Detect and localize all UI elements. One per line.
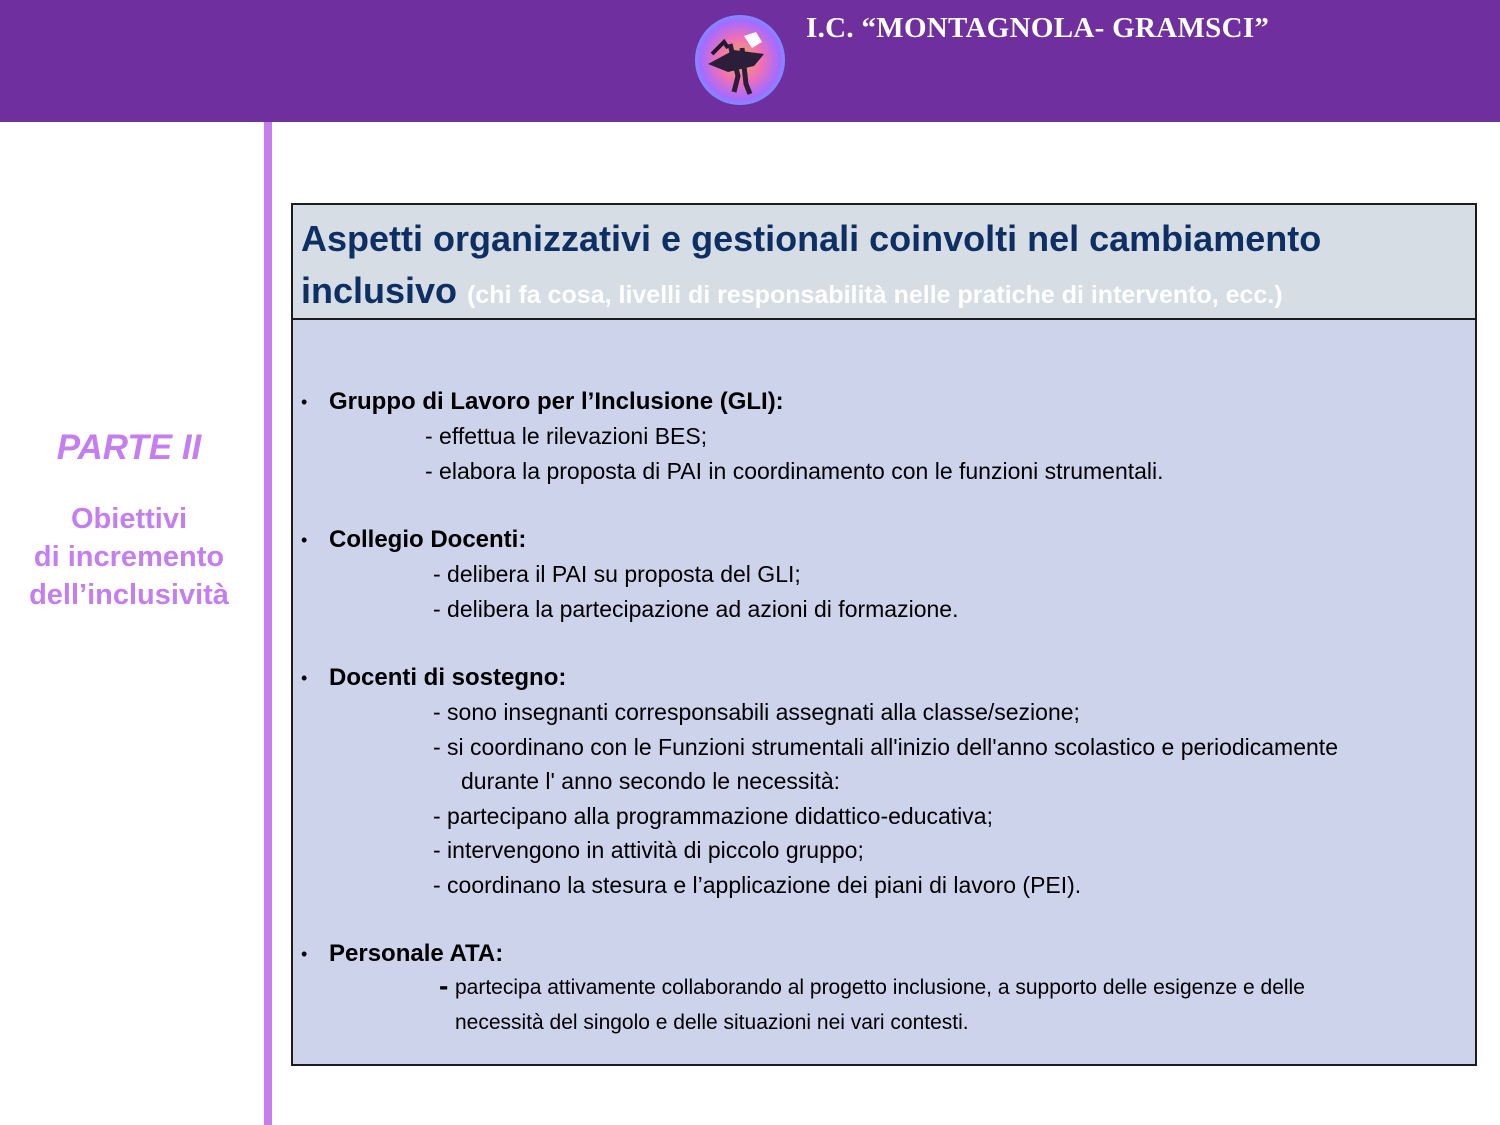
list-item: - effettua le rilevazioni BES; [425,423,708,449]
objectives-line: di incremento [33,541,225,573]
panel-title-line2 [301,265,1467,321]
panel-body [293,320,1475,1064]
panel-title-word: inclusivo [301,270,458,311]
bullet: • [301,944,308,964]
vertical-divider [264,122,272,1125]
list-item: necessità del singolo e delle situazioni nei vari contesti. [455,1011,969,1034]
group-title: Gruppo di Lavoro per l’Inclusione (GLI): [329,388,784,415]
bullet: • [301,392,308,412]
list-item: - coordinano la stesura e l’applicazione dei piani di lavoro (PEI). [433,872,1082,898]
bullet: • [301,668,308,688]
objectives-line: dell’inclusività [29,579,229,611]
list-item: partecipa attivamente collaborando al progetto inclusione, a supporto delle esigenze e delle [455,976,1305,999]
list-item: - delibera la partecipazione ad azioni di formazione. [433,596,959,622]
sidebar [0,426,258,614]
school-name: I.C. “MONTAGNOLA- GRAMSCI” [806,12,1270,44]
panel-title [301,213,1467,321]
group-title: Docenti di sostegno: [329,664,567,691]
list-item: - delibera il PAI su proposta del GLI; [433,561,801,587]
list-item: - elabora la proposta di PAI in coordinamento con le funzioni strumentali. [425,458,1164,484]
section-objectives [0,500,258,614]
list-item: - sono insegnanti corresponsabili assegnati alla classe/sezione; [433,699,1080,725]
panel-title-line: Aspetti organizzativi e gestionali coinvolti nel cambiamento [301,218,1322,259]
list-item: - partecipano alla programmazione didattico-educativa; [433,803,993,829]
list-item: - intervengono in attività di piccolo gruppo; [433,837,864,863]
list-item: durante l' anno secondo le necessità: [461,768,841,794]
bullet: • [301,530,308,550]
group-title: Personale ATA: [329,940,504,967]
part-label: PARTE II [56,428,202,467]
content-panel [291,203,1477,1066]
school-logo-icon [694,14,786,106]
list-item: - si coordinano con le Funzioni strumentali all'inizio dell'anno scolastico e periodicamente [433,734,1338,760]
panel-header [293,205,1475,320]
objectives-line: Obiettivi [70,503,187,535]
group-title: Collegio Docenti: [329,526,527,553]
panel-subtitle: (chi fa cosa, livelli di responsabilità nelle pratiche di intervento, ecc.) [467,281,1283,309]
header-bar [0,0,1500,122]
dash-marker: - [439,970,449,1001]
